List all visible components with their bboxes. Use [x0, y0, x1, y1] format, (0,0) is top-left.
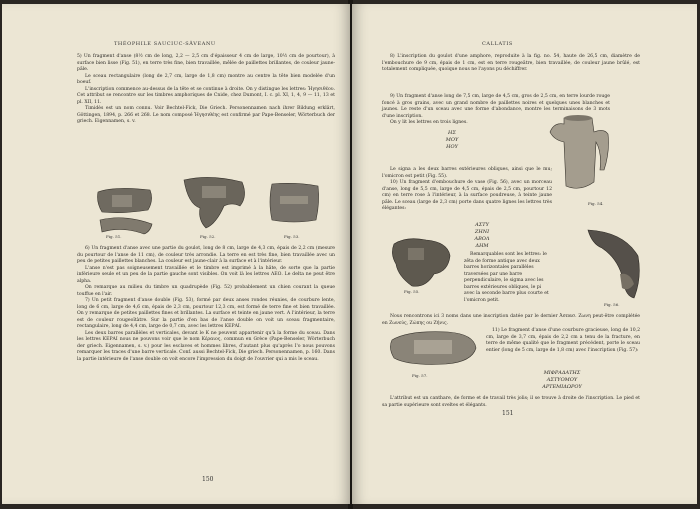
- figure-52-handle: [180, 172, 250, 230]
- inscription-line: ΖΗΝΙ: [474, 229, 490, 235]
- inscription-line: ΑΣΤΥ: [475, 222, 489, 228]
- paragraph: Le sceau rectangulaire (long de 2,7 cm, large de 1,8 cm) montre au centre la tête bien modelée d'un boeuf.: [77, 73, 335, 85]
- left-page: [2, 4, 350, 504]
- running-header: CALLATIS: [482, 41, 513, 47]
- paragraph: L'attribut est un canthare, de forme et de travail très jolis; il se trouve à droite de l'inscription. Le pied et sa partie supérieure sont sveltes et élégants.: [382, 396, 640, 408]
- running-header: THÉOPHILE SAUCIUC-SĂVEANU: [114, 41, 216, 47]
- inscription-line: ΗΣ: [448, 130, 456, 136]
- paragraph: On remarque au milieu du timbre un quadrupède (Fig. 52) probablement un chien courant la queue touffue en l'air.: [77, 285, 335, 297]
- paragraph: 6) Un fragment d'anse avec une partie du goulot, long de 8 cm, large de 4,3 cm, épais de 2,2 cm (mesure du pourtour de l'anse de 11 cm), de couleur très arrondie. La terre en est très fine, bien travaillée avec un peu de petites paillettes blanches. La couleur est jaune-clair à la surface et à l'intérieur.: [77, 246, 335, 264]
- paragraph: 9) Un fragment d'anse long de 7,5 cm, large de 4,5 cm, gros de 2,5 cm, en terre lourde rouge foncé à gros grains, avec un grand nombre de paillettes noires et quelques unes blanches et jaunes. Le reste d'un sceau avec une forme d'abondance, montre les terminaisons de 3 mots d'une inscription.: [382, 94, 610, 119]
- paragraph: Les deux barres parallèles et verticales, devant le Κ ne peuvent appartenir qu'à la forme du sceau. Dans les lettres ΚΕΡΑΙ nous ne pouvons voir que le nom Κέραιος, commun en Grèce (Pape-Benseler, Wörterbuch der griech. Eigennamen, s. v.) pour les esclaves et hommes libres, d'autant plus qu'après Ι'ο nous pouvons remarquer les traces d'une barre verticale. Conf. aussi Bechtel-Fick, Die griech. Personennamen, p. 160. Dans la partie intérieure de l'anse double on voit encore l'impression du doigt de l'ouvrier qui a mis le sceau.: [77, 330, 335, 362]
- figure-53-handle: [266, 180, 322, 226]
- paragraph: 8) L'inscription du goulot d'une amphore, reproduite à la fig. no. 54, haute de 26,5 cm, diamètre de l'embouchure de 9 cm, épais de 1 cm, est en terre rougeâtre, bien travaillée, de couleur jaune brûlé, est totalement compliquée, quoique nous ne l'ayons pu déchiffrer.: [382, 54, 640, 72]
- figure-caption: Fig. 53.: [284, 234, 300, 239]
- figure-caption: Fig. 52.: [200, 234, 216, 239]
- text-block-top: [382, 54, 640, 74]
- figure-caption: Fig. 54.: [588, 201, 604, 206]
- text-block-fig57: [486, 328, 640, 354]
- text-block-remarks: [464, 252, 552, 304]
- page-number: 151: [502, 410, 514, 417]
- page-number: 150: [202, 476, 214, 483]
- figure-caption: Fig. 51.: [106, 234, 122, 239]
- figure-caption: Fig. 56.: [604, 302, 620, 307]
- figure-caption: Fig. 57.: [412, 373, 428, 378]
- paragraph: Le signa a les deux barres extérieures obliques, ainsi que le mu; l'omicron est petit (Fig. 55).: [382, 167, 552, 179]
- inscription-line: ΜΟΥ: [445, 137, 459, 143]
- paragraph: Timidès est un nom connu. Voir Bechtel-Fick, Die Griech. Personennamen nach ihrer Bildung erklärt, Göttingen, 1894, p. 266 et 268. Le nom composé Ἡγησιθέης est confirmé par Pape-Benseler, Wörterbuch der griech. Eigennamen, s. v.: [77, 106, 335, 124]
- inscription-line: ΜΙΦΡΑΔΑΤΗΣ: [543, 370, 581, 376]
- paragraph: 11) Le fragment d'anse d'une courbure gracieuse, long de 10,2 cm, large de 3,7 cm, épais de 2,2 cm a tenu de la fracture, en terre de même qualité que le fragment précédent, porte le sceau entier (long de 5 cm, large de 1,8 cm) avec l'inscription (Fig. 57):: [486, 328, 640, 353]
- figure-51-handle: [94, 186, 156, 238]
- text-block-bottom: [77, 246, 335, 363]
- paragraph: 7) Un petit fragment d'anse double (Fig. 53), formé par deux anses rondes réunies, de courbure lente, long de 6 cm, large de 4,6 cm, épais de 2,3 cm, pourtour 12,3 cm, est formé de terre fine et bien travaillée. On y remarque de petites paillettes fines et brillantes. La surface et teinte en jaune vert. A l'intérieur, la terre est de couleur rougeoîtàtre. Sur la partie d'en bas de l'anse double on voit un sceau fragmentaire, rectangulaire, long de 4,4 cm, large de 0,7 cm, avec les lettres ΚΕΡΑΙ.: [77, 298, 335, 329]
- text-block-fig55: [382, 167, 552, 213]
- text-block-bottom: [382, 396, 640, 409]
- greek-inscription-1: [422, 130, 482, 151]
- figure-55-handle: [390, 234, 454, 290]
- greek-inscription-2: [452, 222, 512, 250]
- figure-57-handle: [388, 326, 480, 370]
- paragraph: Remarquables sont les lettres: le zêta de forme antique avec deux barres horizontales parallèles traversées par une barre perpendiculaire, le sigma avec les barres extérieures obliques, le pi avec la seconde barre plus courte et l'omicron petit.: [464, 252, 549, 303]
- paragraph: 5) Un fragment d'anse (8½ cm de long, 2,2 — 2,5 cm d'épaisseur 4 cm de large, 10½ cm de pourtour), à surface bien lisse (Fig. 51), en terre très fine, bien travaillée, mêlée de paillettes brillantes, de couleur jaune-pâle.: [77, 54, 335, 72]
- inscription-line: ΗΟΥ: [446, 144, 458, 150]
- paragraph: On y lit les lettres en trois lignes.: [390, 120, 468, 125]
- inscription-line: ΑΡΤΕΜΙΔΩΡΟΥ: [542, 384, 582, 390]
- paragraph: L'anse n'est pas soigneusement travaillée et le timbre est imprimé à la hâte, de sorte que la partie inférieure seule et un peu de la partie gauche sont visibles. On voit là les lettres ΛΕΟ. Le delta ne peut être alpha.: [77, 265, 335, 284]
- inscription-line: ΔΗΜ: [475, 243, 489, 249]
- paragraph: 10) Un fragment d'embouchure de vase (Fig. 56), avec un morceau d'anse, long de 5,5 cm, large de 4,5 cm, épais de 2,5 cm, pourtour 12 cm) en terre rose à l'intérieur, à la surface poudreuse, à teinte jaune pâle. Le sceau (large de 2,3 cm) porte dans quatre lignes les lettres très élégantes:: [382, 180, 552, 211]
- figure-54-amphora-neck: [544, 112, 614, 204]
- figure-56-rim: [584, 226, 644, 302]
- paragraph: L'inscription commence au-dessus de la tête et se continue à droite. On y distingue les lettres: Ἡγησιθέου. Cet attribut se rencontre sur les timbres amphoriques de Cnide, chez Dumont, I. c. pl. XI, 1, 4, 9 — 11, 13 et pl. XII, 11.: [77, 86, 335, 105]
- right-page: [352, 4, 697, 504]
- figure-caption: Fig. 55.: [404, 289, 420, 294]
- inscription-line: ΑΣΤΥΟΜΟΥ: [546, 377, 578, 383]
- text-block-top: [77, 54, 335, 126]
- greek-inscription-3: [512, 370, 612, 391]
- inscription-line: ΑΒΟΛ: [474, 236, 490, 242]
- paragraph: Nous rencontrons ici 3 noms dans une inscription datée par le dernier Ἀσπασ. Ζωνη peut-être complétée en Ζωνεύς, Ζώπης ou Ζήνις.: [382, 314, 640, 326]
